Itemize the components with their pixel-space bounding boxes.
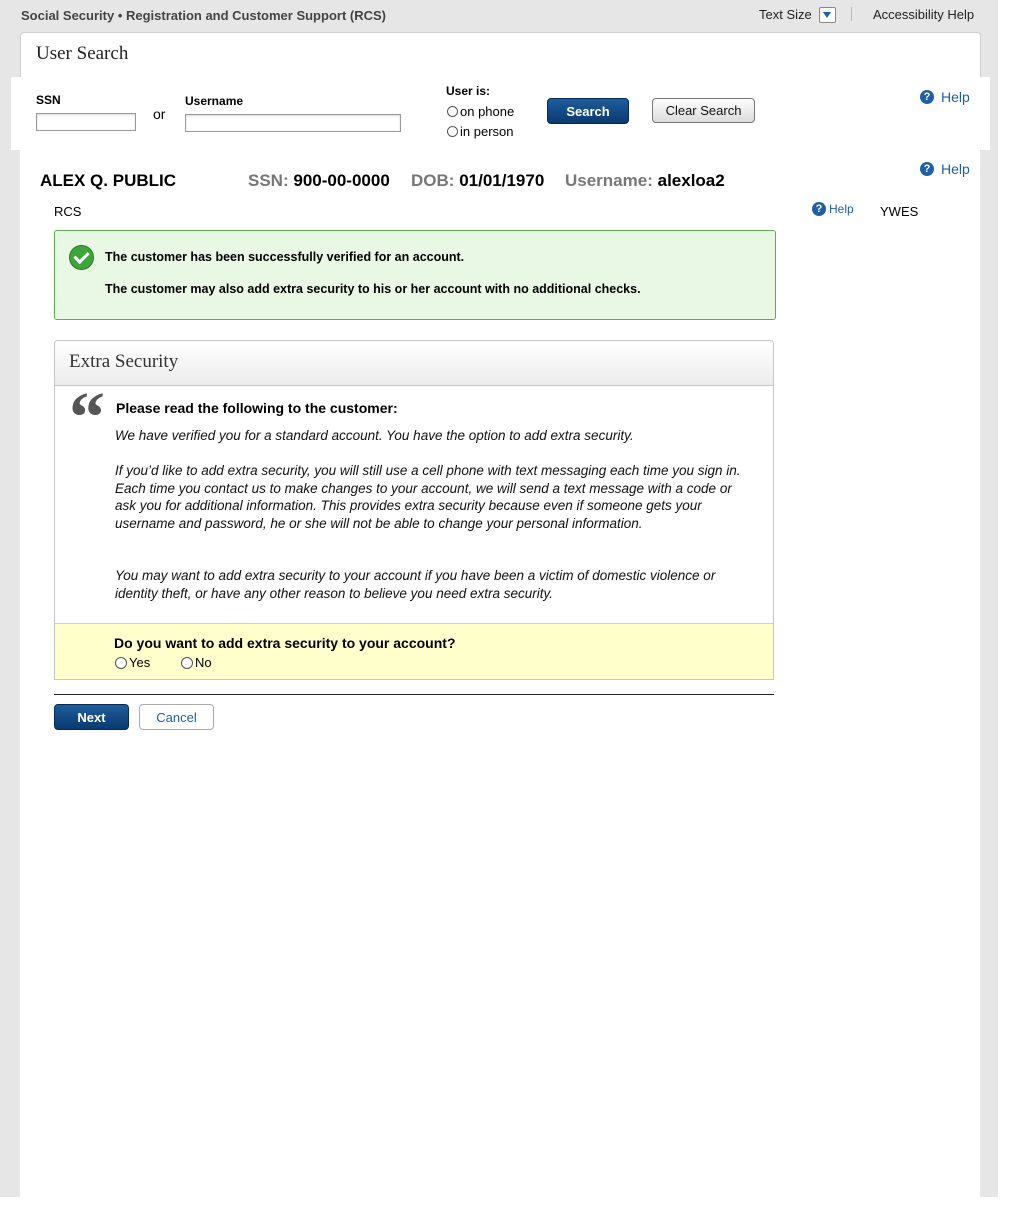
on-phone-option[interactable]: [447, 104, 514, 119]
read-heading: Please read the following to the customer:: [116, 400, 398, 416]
help-icon: ?: [920, 90, 934, 104]
help-label: Help: [941, 161, 970, 177]
username-key: Username:: [565, 171, 653, 190]
chevron-down-icon[interactable]: [819, 7, 836, 23]
no-label: No: [195, 655, 212, 670]
panel-header: [55, 341, 773, 386]
text-size-label: Text Size: [759, 7, 812, 22]
radio-yes[interactable]: [115, 657, 127, 669]
success-message: [54, 230, 776, 320]
dob-value: 01/01/1970: [459, 171, 545, 190]
user-search-card: [20, 32, 981, 151]
user-is-label: User is:: [446, 84, 491, 98]
radio-no[interactable]: [181, 657, 193, 669]
question-band: [55, 623, 773, 679]
or-label: or: [153, 106, 166, 122]
page-title: User Search: [36, 43, 129, 64]
ssn-label: SSN: [36, 93, 61, 107]
customer-username: [565, 171, 725, 191]
app-title: Social Security • Registration and Customer Support (RCS): [21, 8, 386, 23]
script-paragraph-2: If you’d like to add extra security, you will still use a cell phone with text messaging each time you sign in. Each time you contact us to make changes to your account, we will send a text message with a code or ask you for additional information. This provides extra security because even if someone gets your username and password, he or she will not be able to change your personal information.: [115, 463, 741, 531]
search-help-link[interactable]: [920, 89, 970, 105]
on-phone-label: on phone: [460, 104, 515, 119]
in-person-option[interactable]: [447, 124, 513, 139]
ywes-label: YWES: [880, 204, 919, 219]
no-option[interactable]: [181, 655, 212, 670]
ssn-key: SSN:: [248, 171, 289, 190]
username-value: alexloa2: [657, 171, 725, 190]
next-button[interactable]: Next: [54, 704, 129, 730]
dob-key: DOB:: [411, 171, 455, 190]
username-label: Username: [185, 94, 244, 108]
check-icon: [69, 245, 94, 270]
top-bar: [0, 0, 998, 32]
ssn-input[interactable]: [36, 113, 136, 131]
script-paragraph-1: We have verified you for a standard account. You have the option to add extra security.: [115, 428, 634, 443]
quote-icon: “: [69, 377, 105, 457]
accessibility-help-link[interactable]: Accessibility Help: [873, 7, 975, 22]
help-label: Help: [829, 202, 854, 216]
rcs-label: RCS: [54, 204, 82, 219]
rcs-help-link[interactable]: [812, 202, 854, 216]
yes-label: Yes: [129, 655, 151, 670]
help-label: Help: [941, 89, 970, 105]
success-line-1: The customer has been successfully verified for an account.: [105, 250, 465, 264]
yes-option[interactable]: [115, 655, 150, 670]
customer-help-link[interactable]: [920, 161, 970, 177]
help-icon: ?: [920, 162, 934, 176]
ssn-value: 900-00-0000: [293, 171, 390, 190]
divider: [851, 7, 852, 21]
customer-name: ALEX Q. PUBLIC: [40, 171, 177, 190]
username-input[interactable]: [185, 114, 401, 132]
divider: [54, 694, 774, 695]
help-icon: ?: [812, 202, 826, 216]
in-person-label: in person: [460, 124, 514, 139]
radio-on-phone[interactable]: [447, 106, 458, 117]
panel-title: Extra Security: [69, 351, 179, 372]
search-form: [11, 77, 990, 150]
customer-dob: [411, 171, 544, 191]
main-content: [20, 150, 980, 1209]
clear-search-button[interactable]: Clear Search: [652, 98, 755, 123]
cancel-button[interactable]: Cancel: [139, 704, 214, 730]
customer-ssn: [248, 171, 390, 191]
search-button[interactable]: Search: [547, 98, 629, 124]
script-paragraph-3: You may want to add extra security to your account if you have been a victim of domestic violence or identity theft, or have any other reason to believe you need extra security.: [115, 568, 716, 601]
extra-security-question: Do you want to add extra security to your account?: [114, 635, 456, 651]
radio-in-person[interactable]: [447, 126, 458, 137]
extra-security-panel: [54, 340, 774, 680]
success-line-2: The customer may also add extra security to his or her account with no additional checks.: [105, 282, 641, 296]
